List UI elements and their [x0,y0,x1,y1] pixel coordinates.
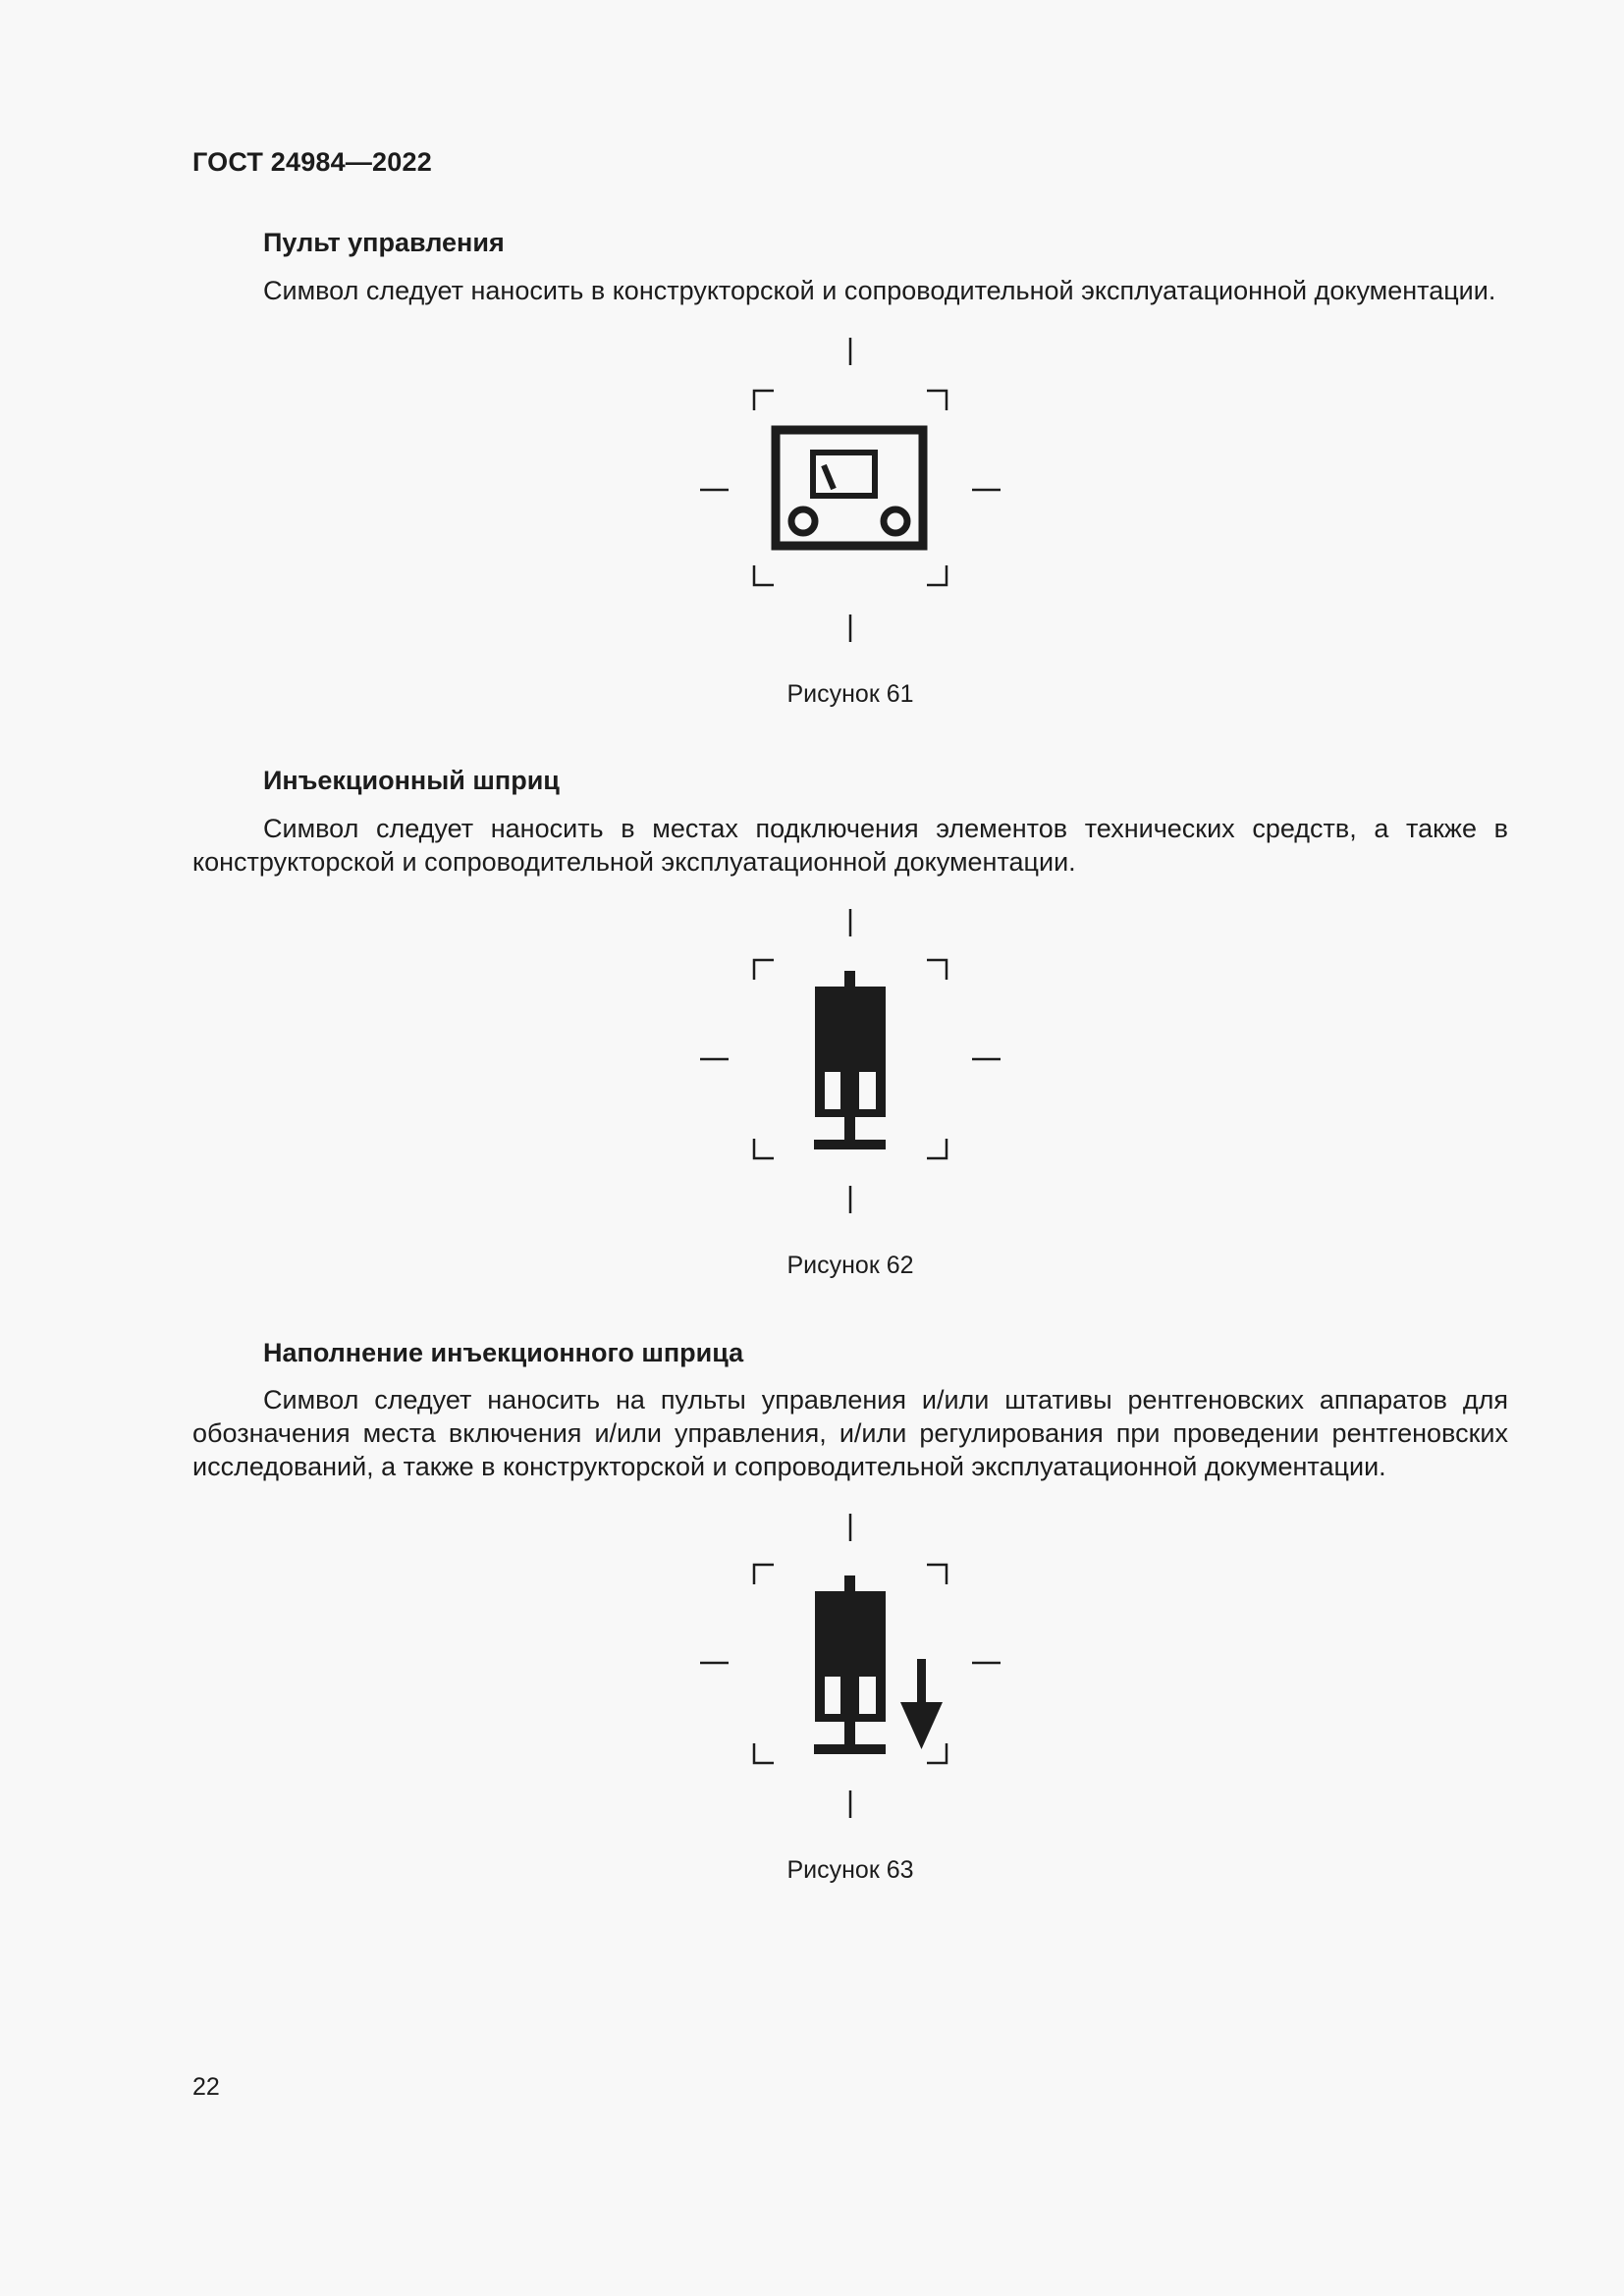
page-number: 22 [192,2073,220,2101]
figure-62-caption: Рисунок 62 [786,1252,914,1279]
figure-61-caption: Рисунок 61 [786,680,914,708]
section-title-control-panel: Пульт управления [263,228,505,257]
document-header: ГОСТ 24984—2022 [192,147,432,177]
syringe-filling-icon [693,1506,1007,1820]
section-text-syringe: Символ следует наносить в местах подключения элементов технических средств, а также в конструкторской и сопроводительной эксплуатационной документации. [192,814,1508,877]
section-title-syringe-filling: Наполнение инъекционного шприца [263,1338,744,1367]
syringe-glyph [814,971,886,1149]
control-panel-glyph [776,430,923,546]
figure-63-caption: Рисунок 63 [786,1856,914,1884]
arrow-down-icon [900,1659,943,1749]
figure-61 [693,330,1007,644]
registration-marks [700,338,1001,642]
syringe-glyph [814,1575,886,1754]
figure-62 [693,901,1007,1215]
section-text-syringe-filling: Символ следует наносить на пульты управления и/или штативы рентгеновских аппаратов для обозначения места включения и/или управления, и/или регулирования при проведении рентгеновских исследований, а также в конструкторской и сопроводительной эксплуатационной документации. [192,1385,1508,1481]
figure-63 [693,1506,1007,1820]
syringe-icon [693,901,1007,1215]
section-title-syringe: Инъекционный шприц [263,766,560,795]
control-panel-icon [693,330,1007,644]
section-text-control-panel: Символ следует наносить в конструкторской и сопроводительной эксплуатационной документации. [263,276,1496,305]
